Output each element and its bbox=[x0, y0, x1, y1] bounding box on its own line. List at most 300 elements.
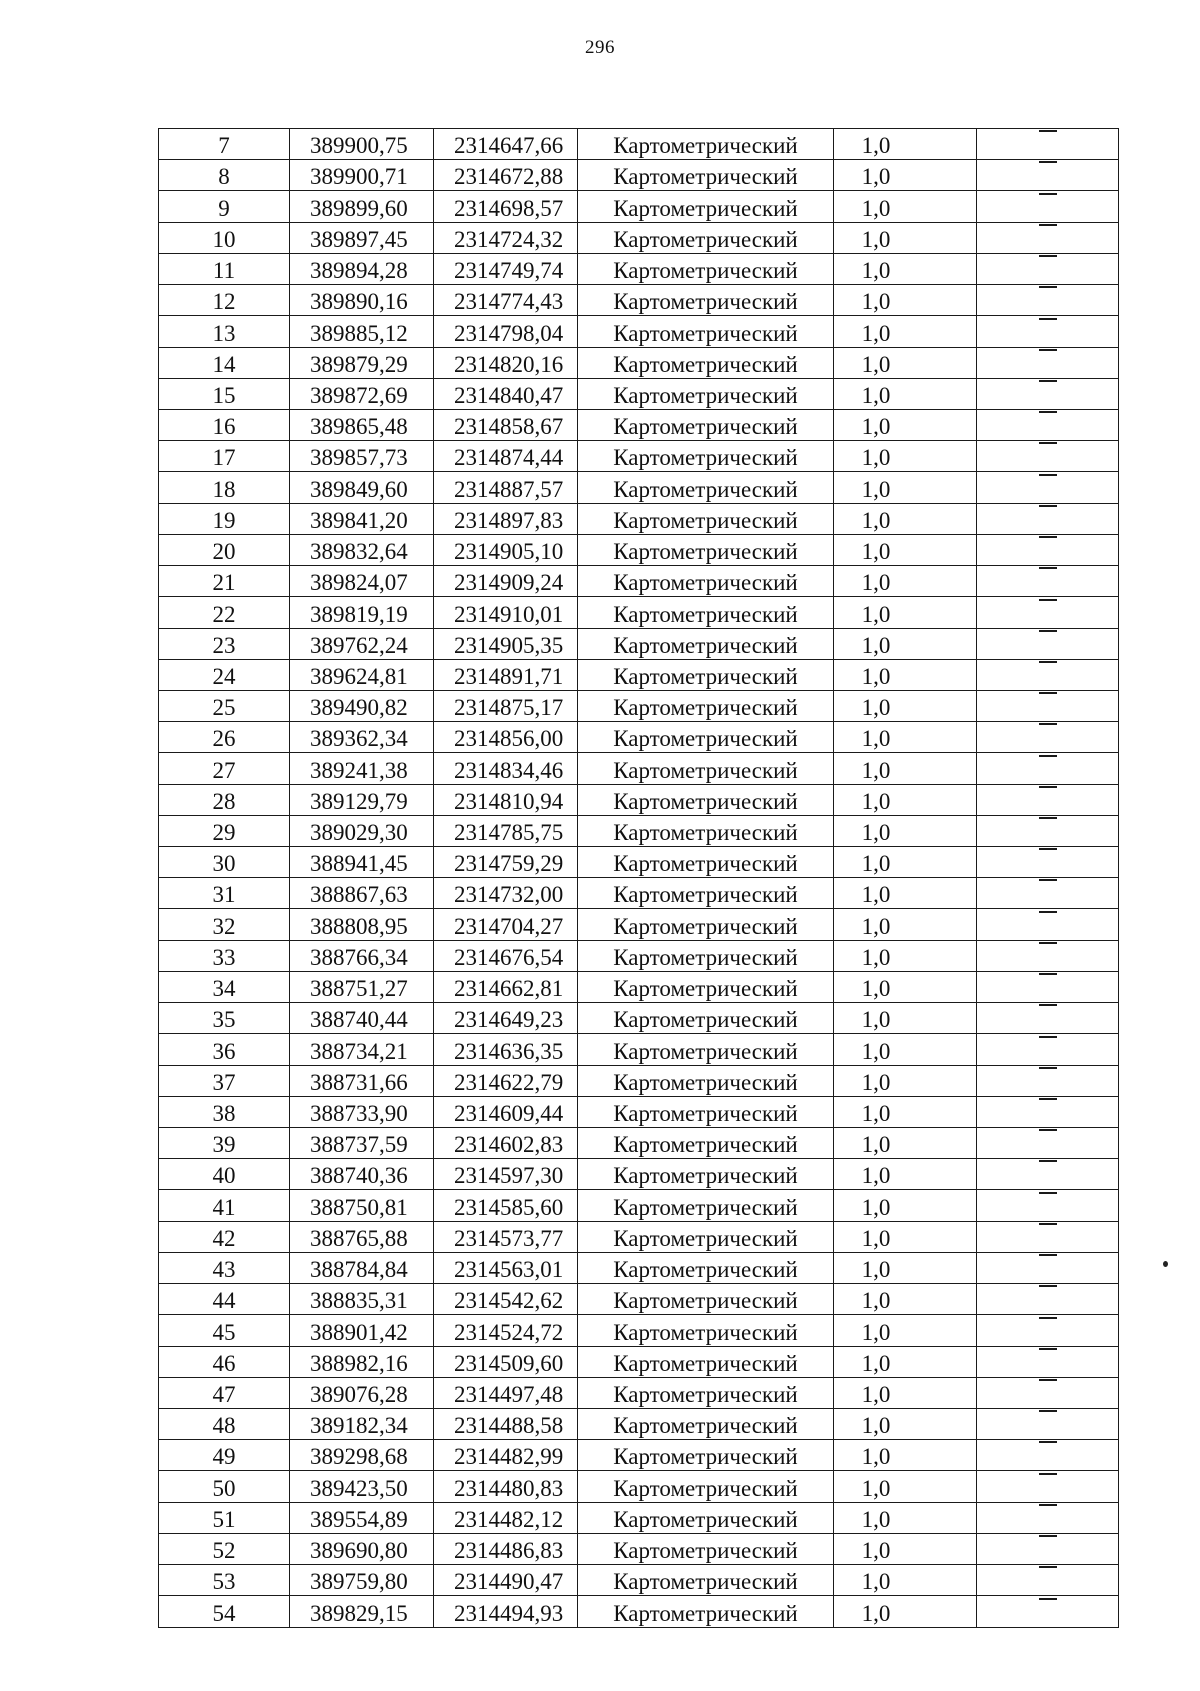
note-cell bbox=[977, 1159, 1119, 1190]
dash-mark bbox=[1039, 942, 1057, 971]
method-cell: Картометрический bbox=[578, 1252, 834, 1283]
note-cell bbox=[977, 1502, 1119, 1533]
dash-mark bbox=[1039, 536, 1057, 565]
y-coordinate-cell: 2314509,60 bbox=[434, 1346, 578, 1377]
method-cell: Картометрический bbox=[578, 690, 834, 721]
x-coordinate-cell: 389819,19 bbox=[290, 597, 434, 628]
table-row bbox=[159, 285, 1119, 316]
method-cell: Картометрический bbox=[578, 472, 834, 503]
table-row bbox=[159, 191, 1119, 222]
x-coordinate-cell: 388750,81 bbox=[290, 1190, 434, 1221]
note-cell bbox=[977, 628, 1119, 659]
table-row bbox=[159, 129, 1119, 160]
point-number-cell: 53 bbox=[159, 1565, 290, 1596]
accuracy-cell: 1,0 bbox=[834, 597, 977, 628]
method-cell: Картометрический bbox=[578, 1565, 834, 1596]
note-cell bbox=[977, 1221, 1119, 1252]
y-coordinate-cell: 2314840,47 bbox=[434, 378, 578, 409]
note-cell bbox=[977, 1346, 1119, 1377]
note-cell bbox=[977, 1065, 1119, 1096]
point-number-cell: 14 bbox=[159, 347, 290, 378]
y-coordinate-cell: 2314810,94 bbox=[434, 784, 578, 815]
dash-mark bbox=[1039, 349, 1057, 378]
x-coordinate-cell: 388784,84 bbox=[290, 1252, 434, 1283]
method-cell: Картометрический bbox=[578, 129, 834, 160]
point-number-cell: 29 bbox=[159, 815, 290, 846]
x-coordinate-cell: 388766,34 bbox=[290, 940, 434, 971]
dash-mark bbox=[1039, 848, 1057, 877]
y-coordinate-cell: 2314597,30 bbox=[434, 1159, 578, 1190]
accuracy-cell: 1,0 bbox=[834, 409, 977, 440]
accuracy-cell: 1,0 bbox=[834, 503, 977, 534]
method-cell: Картометрический bbox=[578, 1159, 834, 1190]
x-coordinate-cell: 389897,45 bbox=[290, 222, 434, 253]
scan-speck bbox=[1163, 1261, 1168, 1267]
note-cell bbox=[977, 597, 1119, 628]
point-number-cell: 9 bbox=[159, 191, 290, 222]
point-number-cell: 52 bbox=[159, 1533, 290, 1564]
method-cell: Картометрический bbox=[578, 909, 834, 940]
table-row bbox=[159, 753, 1119, 784]
y-coordinate-cell: 2314672,88 bbox=[434, 160, 578, 191]
method-cell: Картометрический bbox=[578, 285, 834, 316]
note-cell bbox=[977, 1440, 1119, 1471]
x-coordinate-cell: 389298,68 bbox=[290, 1440, 434, 1471]
point-number-cell: 37 bbox=[159, 1065, 290, 1096]
x-coordinate-cell: 389865,48 bbox=[290, 409, 434, 440]
note-cell bbox=[977, 1565, 1119, 1596]
y-coordinate-cell: 2314636,35 bbox=[434, 1034, 578, 1065]
dash-mark bbox=[1039, 1004, 1057, 1033]
x-coordinate-cell: 388751,27 bbox=[290, 971, 434, 1002]
x-coordinate-cell: 389362,34 bbox=[290, 722, 434, 753]
accuracy-cell: 1,0 bbox=[834, 1315, 977, 1346]
method-cell: Картометрический bbox=[578, 1596, 834, 1627]
dash-mark bbox=[1039, 1379, 1057, 1408]
method-cell: Картометрический bbox=[578, 441, 834, 472]
table-row bbox=[159, 878, 1119, 909]
accuracy-cell: 1,0 bbox=[834, 191, 977, 222]
dash-mark bbox=[1039, 161, 1057, 190]
x-coordinate-cell: 388982,16 bbox=[290, 1346, 434, 1377]
point-number-cell: 43 bbox=[159, 1252, 290, 1283]
note-cell bbox=[977, 1096, 1119, 1127]
note-cell bbox=[977, 534, 1119, 565]
point-number-cell: 47 bbox=[159, 1377, 290, 1408]
accuracy-cell: 1,0 bbox=[834, 1440, 977, 1471]
method-cell: Картометрический bbox=[578, 1408, 834, 1439]
y-coordinate-cell: 2314891,71 bbox=[434, 659, 578, 690]
y-coordinate-cell: 2314875,17 bbox=[434, 690, 578, 721]
point-number-cell: 50 bbox=[159, 1471, 290, 1502]
point-number-cell: 27 bbox=[159, 753, 290, 784]
y-coordinate-cell: 2314856,00 bbox=[434, 722, 578, 753]
point-number-cell: 10 bbox=[159, 222, 290, 253]
method-cell: Картометрический bbox=[578, 1440, 834, 1471]
method-cell: Картометрический bbox=[578, 566, 834, 597]
dash-mark bbox=[1039, 474, 1057, 503]
y-coordinate-cell: 2314480,83 bbox=[434, 1471, 578, 1502]
point-number-cell: 20 bbox=[159, 534, 290, 565]
method-cell: Картометрический bbox=[578, 784, 834, 815]
accuracy-cell: 1,0 bbox=[834, 316, 977, 347]
accuracy-cell: 1,0 bbox=[834, 285, 977, 316]
note-cell bbox=[977, 409, 1119, 440]
y-coordinate-cell: 2314647,66 bbox=[434, 129, 578, 160]
accuracy-cell: 1,0 bbox=[834, 1003, 977, 1034]
y-coordinate-cell: 2314488,58 bbox=[434, 1408, 578, 1439]
point-number-cell: 42 bbox=[159, 1221, 290, 1252]
table-row bbox=[159, 1003, 1119, 1034]
note-cell bbox=[977, 441, 1119, 472]
method-cell: Картометрический bbox=[578, 1190, 834, 1221]
dash-mark bbox=[1039, 567, 1057, 596]
table-row bbox=[159, 222, 1119, 253]
point-number-cell: 38 bbox=[159, 1096, 290, 1127]
dash-mark bbox=[1039, 1223, 1057, 1252]
table-row bbox=[159, 378, 1119, 409]
y-coordinate-cell: 2314662,81 bbox=[434, 971, 578, 1002]
dash-mark bbox=[1039, 1285, 1057, 1314]
accuracy-cell: 1,0 bbox=[834, 1159, 977, 1190]
x-coordinate-cell: 389832,64 bbox=[290, 534, 434, 565]
note-cell bbox=[977, 160, 1119, 191]
table-row bbox=[159, 1440, 1119, 1471]
accuracy-cell: 1,0 bbox=[834, 378, 977, 409]
dash-mark bbox=[1039, 1348, 1057, 1377]
dash-mark bbox=[1039, 755, 1057, 784]
note-cell bbox=[977, 1190, 1119, 1221]
note-cell bbox=[977, 784, 1119, 815]
dash-mark bbox=[1039, 1160, 1057, 1189]
y-coordinate-cell: 2314759,29 bbox=[434, 847, 578, 878]
x-coordinate-cell: 389241,38 bbox=[290, 753, 434, 784]
x-coordinate-cell: 389690,80 bbox=[290, 1533, 434, 1564]
x-coordinate-cell: 388734,21 bbox=[290, 1034, 434, 1065]
accuracy-cell: 1,0 bbox=[834, 160, 977, 191]
method-cell: Картометрический bbox=[578, 1315, 834, 1346]
accuracy-cell: 1,0 bbox=[834, 1065, 977, 1096]
table-row bbox=[159, 1221, 1119, 1252]
method-cell: Картометрический bbox=[578, 1346, 834, 1377]
point-number-cell: 18 bbox=[159, 472, 290, 503]
point-number-cell: 35 bbox=[159, 1003, 290, 1034]
x-coordinate-cell: 388835,31 bbox=[290, 1284, 434, 1315]
dash-mark bbox=[1039, 380, 1057, 409]
y-coordinate-cell: 2314609,44 bbox=[434, 1096, 578, 1127]
point-number-cell: 26 bbox=[159, 722, 290, 753]
y-coordinate-cell: 2314724,32 bbox=[434, 222, 578, 253]
accuracy-cell: 1,0 bbox=[834, 971, 977, 1002]
note-cell bbox=[977, 316, 1119, 347]
x-coordinate-cell: 389829,15 bbox=[290, 1596, 434, 1627]
y-coordinate-cell: 2314858,67 bbox=[434, 409, 578, 440]
note-cell bbox=[977, 222, 1119, 253]
accuracy-cell: 1,0 bbox=[834, 815, 977, 846]
point-number-cell: 36 bbox=[159, 1034, 290, 1065]
point-number-cell: 19 bbox=[159, 503, 290, 534]
y-coordinate-cell: 2314910,01 bbox=[434, 597, 578, 628]
method-cell: Картометрический bbox=[578, 1034, 834, 1065]
y-coordinate-cell: 2314704,27 bbox=[434, 909, 578, 940]
note-cell bbox=[977, 1284, 1119, 1315]
y-coordinate-cell: 2314897,83 bbox=[434, 503, 578, 534]
accuracy-cell: 1,0 bbox=[834, 878, 977, 909]
table-row bbox=[159, 815, 1119, 846]
accuracy-cell: 1,0 bbox=[834, 1190, 977, 1221]
point-number-cell: 49 bbox=[159, 1440, 290, 1471]
y-coordinate-cell: 2314785,75 bbox=[434, 815, 578, 846]
method-cell: Картометрический bbox=[578, 160, 834, 191]
table-row bbox=[159, 1408, 1119, 1439]
y-coordinate-cell: 2314494,93 bbox=[434, 1596, 578, 1627]
dash-mark bbox=[1039, 505, 1057, 534]
table-row bbox=[159, 1128, 1119, 1159]
note-cell bbox=[977, 253, 1119, 284]
x-coordinate-cell: 389624,81 bbox=[290, 659, 434, 690]
y-coordinate-cell: 2314602,83 bbox=[434, 1128, 578, 1159]
note-cell bbox=[977, 129, 1119, 160]
note-cell bbox=[977, 566, 1119, 597]
note-cell bbox=[977, 1034, 1119, 1065]
table-row bbox=[159, 409, 1119, 440]
y-coordinate-cell: 2314834,46 bbox=[434, 753, 578, 784]
dash-mark bbox=[1039, 224, 1057, 253]
y-coordinate-cell: 2314585,60 bbox=[434, 1190, 578, 1221]
note-cell bbox=[977, 722, 1119, 753]
x-coordinate-cell: 389900,75 bbox=[290, 129, 434, 160]
accuracy-cell: 1,0 bbox=[834, 222, 977, 253]
table-row bbox=[159, 722, 1119, 753]
point-number-cell: 8 bbox=[159, 160, 290, 191]
accuracy-cell: 1,0 bbox=[834, 1533, 977, 1564]
dash-mark bbox=[1039, 1598, 1057, 1627]
dash-mark bbox=[1039, 723, 1057, 752]
point-number-cell: 45 bbox=[159, 1315, 290, 1346]
coordinates-table-body bbox=[159, 129, 1119, 1628]
method-cell: Картометрический bbox=[578, 815, 834, 846]
dash-mark bbox=[1039, 1254, 1057, 1283]
x-coordinate-cell: 389872,69 bbox=[290, 378, 434, 409]
table-row bbox=[159, 1096, 1119, 1127]
point-number-cell: 24 bbox=[159, 659, 290, 690]
x-coordinate-cell: 388901,42 bbox=[290, 1315, 434, 1346]
dash-mark bbox=[1039, 1473, 1057, 1502]
dash-mark bbox=[1039, 661, 1057, 690]
accuracy-cell: 1,0 bbox=[834, 1471, 977, 1502]
accuracy-cell: 1,0 bbox=[834, 909, 977, 940]
accuracy-cell: 1,0 bbox=[834, 753, 977, 784]
y-coordinate-cell: 2314490,47 bbox=[434, 1565, 578, 1596]
note-cell bbox=[977, 347, 1119, 378]
method-cell: Картометрический bbox=[578, 1065, 834, 1096]
dash-mark bbox=[1039, 630, 1057, 659]
method-cell: Картометрический bbox=[578, 347, 834, 378]
note-cell bbox=[977, 1533, 1119, 1564]
note-cell bbox=[977, 753, 1119, 784]
note-cell bbox=[977, 503, 1119, 534]
table-row bbox=[159, 1034, 1119, 1065]
dash-mark bbox=[1039, 193, 1057, 222]
x-coordinate-cell: 389857,73 bbox=[290, 441, 434, 472]
dash-mark bbox=[1039, 1192, 1057, 1221]
dash-mark bbox=[1039, 817, 1057, 846]
note-cell bbox=[977, 847, 1119, 878]
accuracy-cell: 1,0 bbox=[834, 690, 977, 721]
accuracy-cell: 1,0 bbox=[834, 1565, 977, 1596]
y-coordinate-cell: 2314542,62 bbox=[434, 1284, 578, 1315]
table-row bbox=[159, 1565, 1119, 1596]
point-number-cell: 54 bbox=[159, 1596, 290, 1627]
dash-mark bbox=[1039, 911, 1057, 940]
table-row bbox=[159, 503, 1119, 534]
accuracy-cell: 1,0 bbox=[834, 566, 977, 597]
x-coordinate-cell: 389423,50 bbox=[290, 1471, 434, 1502]
table-row bbox=[159, 566, 1119, 597]
table-row bbox=[159, 628, 1119, 659]
point-number-cell: 17 bbox=[159, 441, 290, 472]
method-cell: Картометрический bbox=[578, 847, 834, 878]
point-number-cell: 46 bbox=[159, 1346, 290, 1377]
table-row bbox=[159, 441, 1119, 472]
dash-mark bbox=[1039, 1317, 1057, 1346]
point-number-cell: 33 bbox=[159, 940, 290, 971]
y-coordinate-cell: 2314820,16 bbox=[434, 347, 578, 378]
table-row bbox=[159, 847, 1119, 878]
method-cell: Картометрический bbox=[578, 1284, 834, 1315]
note-cell bbox=[977, 1003, 1119, 1034]
note-cell bbox=[977, 940, 1119, 971]
method-cell: Картометрический bbox=[578, 878, 834, 909]
table-row bbox=[159, 1596, 1119, 1627]
x-coordinate-cell: 389182,34 bbox=[290, 1408, 434, 1439]
dash-mark bbox=[1039, 318, 1057, 347]
x-coordinate-cell: 388740,36 bbox=[290, 1159, 434, 1190]
y-coordinate-cell: 2314887,57 bbox=[434, 472, 578, 503]
note-cell bbox=[977, 285, 1119, 316]
accuracy-cell: 1,0 bbox=[834, 129, 977, 160]
table-row bbox=[159, 1065, 1119, 1096]
x-coordinate-cell: 389076,28 bbox=[290, 1377, 434, 1408]
table-row bbox=[159, 1315, 1119, 1346]
y-coordinate-cell: 2314497,48 bbox=[434, 1377, 578, 1408]
note-cell bbox=[977, 878, 1119, 909]
x-coordinate-cell: 389554,89 bbox=[290, 1502, 434, 1533]
method-cell: Картометрический bbox=[578, 1221, 834, 1252]
point-number-cell: 13 bbox=[159, 316, 290, 347]
accuracy-cell: 1,0 bbox=[834, 722, 977, 753]
accuracy-cell: 1,0 bbox=[834, 1252, 977, 1283]
dash-mark bbox=[1039, 1410, 1057, 1439]
method-cell: Картометрический bbox=[578, 1377, 834, 1408]
dash-mark bbox=[1039, 411, 1057, 440]
y-coordinate-cell: 2314649,23 bbox=[434, 1003, 578, 1034]
method-cell: Картометрический bbox=[578, 1096, 834, 1127]
dash-mark bbox=[1039, 1067, 1057, 1096]
method-cell: Картометрический bbox=[578, 503, 834, 534]
x-coordinate-cell: 389899,60 bbox=[290, 191, 434, 222]
x-coordinate-cell: 388733,90 bbox=[290, 1096, 434, 1127]
accuracy-cell: 1,0 bbox=[834, 1096, 977, 1127]
x-coordinate-cell: 389129,79 bbox=[290, 784, 434, 815]
note-cell bbox=[977, 1252, 1119, 1283]
note-cell bbox=[977, 659, 1119, 690]
point-number-cell: 16 bbox=[159, 409, 290, 440]
dash-mark bbox=[1039, 442, 1057, 471]
note-cell bbox=[977, 1315, 1119, 1346]
dash-mark bbox=[1039, 286, 1057, 315]
accuracy-cell: 1,0 bbox=[834, 940, 977, 971]
method-cell: Картометрический bbox=[578, 191, 834, 222]
y-coordinate-cell: 2314563,01 bbox=[434, 1252, 578, 1283]
note-cell bbox=[977, 1596, 1119, 1627]
method-cell: Картометрический bbox=[578, 1533, 834, 1564]
dash-mark bbox=[1039, 786, 1057, 815]
dash-mark bbox=[1039, 599, 1057, 628]
method-cell: Картометрический bbox=[578, 1502, 834, 1533]
dash-mark bbox=[1039, 1535, 1057, 1564]
table-row bbox=[159, 940, 1119, 971]
accuracy-cell: 1,0 bbox=[834, 472, 977, 503]
y-coordinate-cell: 2314573,77 bbox=[434, 1221, 578, 1252]
point-number-cell: 48 bbox=[159, 1408, 290, 1439]
x-coordinate-cell: 389849,60 bbox=[290, 472, 434, 503]
accuracy-cell: 1,0 bbox=[834, 1284, 977, 1315]
note-cell bbox=[977, 815, 1119, 846]
dash-mark bbox=[1039, 1098, 1057, 1127]
table-row bbox=[159, 253, 1119, 284]
dash-mark bbox=[1039, 973, 1057, 1002]
table-row bbox=[159, 597, 1119, 628]
note-cell bbox=[977, 1128, 1119, 1159]
accuracy-cell: 1,0 bbox=[834, 1502, 977, 1533]
accuracy-cell: 1,0 bbox=[834, 1596, 977, 1627]
accuracy-cell: 1,0 bbox=[834, 628, 977, 659]
accuracy-cell: 1,0 bbox=[834, 1221, 977, 1252]
y-coordinate-cell: 2314905,10 bbox=[434, 534, 578, 565]
accuracy-cell: 1,0 bbox=[834, 784, 977, 815]
accuracy-cell: 1,0 bbox=[834, 253, 977, 284]
y-coordinate-cell: 2314524,72 bbox=[434, 1315, 578, 1346]
dash-mark bbox=[1039, 1129, 1057, 1158]
method-cell: Картометрический bbox=[578, 597, 834, 628]
x-coordinate-cell: 389759,80 bbox=[290, 1565, 434, 1596]
dash-mark bbox=[1039, 130, 1057, 159]
note-cell bbox=[977, 1471, 1119, 1502]
accuracy-cell: 1,0 bbox=[834, 1377, 977, 1408]
table-row bbox=[159, 1502, 1119, 1533]
point-number-cell: 44 bbox=[159, 1284, 290, 1315]
accuracy-cell: 1,0 bbox=[834, 659, 977, 690]
table-row bbox=[159, 784, 1119, 815]
x-coordinate-cell: 389029,30 bbox=[290, 815, 434, 846]
table-row bbox=[159, 690, 1119, 721]
table-row bbox=[159, 1252, 1119, 1283]
accuracy-cell: 1,0 bbox=[834, 847, 977, 878]
point-number-cell: 41 bbox=[159, 1190, 290, 1221]
method-cell: Картометрический bbox=[578, 1128, 834, 1159]
x-coordinate-cell: 388867,63 bbox=[290, 878, 434, 909]
table-row bbox=[159, 160, 1119, 191]
table-row bbox=[159, 1190, 1119, 1221]
x-coordinate-cell: 388941,45 bbox=[290, 847, 434, 878]
x-coordinate-cell: 388765,88 bbox=[290, 1221, 434, 1252]
x-coordinate-cell: 389490,82 bbox=[290, 690, 434, 721]
point-number-cell: 12 bbox=[159, 285, 290, 316]
point-number-cell: 25 bbox=[159, 690, 290, 721]
table-row bbox=[159, 1346, 1119, 1377]
coordinates-table bbox=[158, 128, 1119, 1628]
